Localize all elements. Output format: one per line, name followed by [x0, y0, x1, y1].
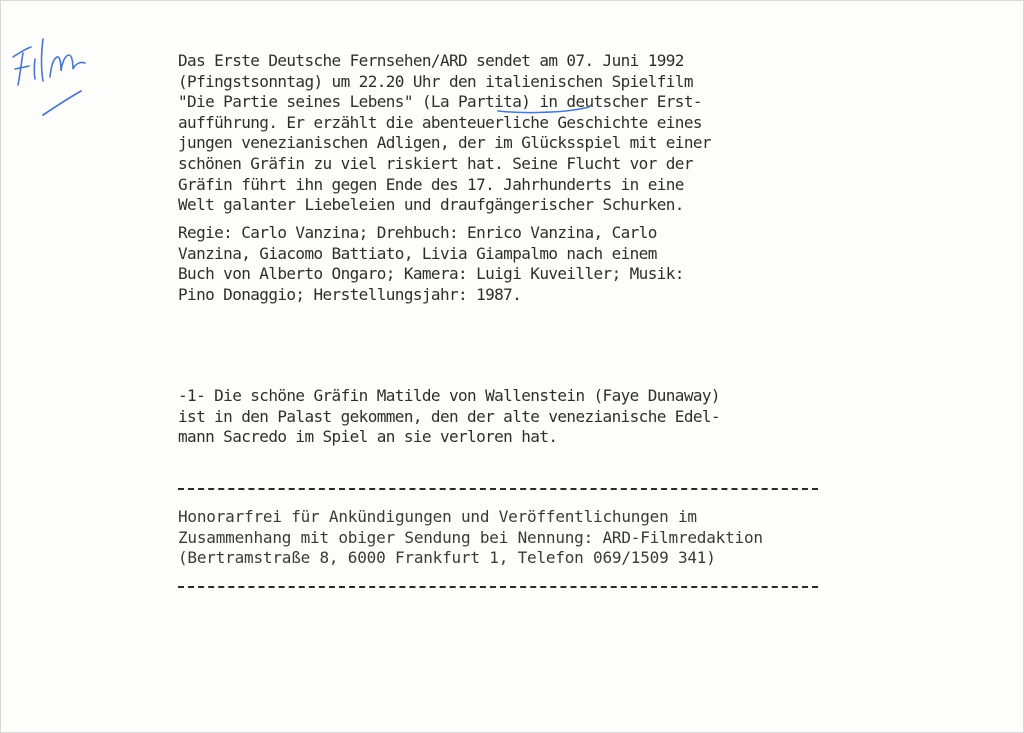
copyright-notice	[178, 507, 818, 569]
announcement-line: "Die Partie seines Lebens" (La Partita) in deutscher Erst-	[178, 92, 702, 112]
handwritten-film-note	[5, 31, 125, 131]
credits-line: Buch von Alberto Ongaro; Kamera: Luigi Kuveiller; Musik:	[178, 264, 684, 284]
dashed-divider-top	[178, 488, 818, 490]
broadcast-announcement	[178, 51, 818, 216]
pen-underline-mark	[496, 103, 591, 115]
film-credits	[178, 223, 818, 305]
announcement-line: schönen Gräfin zu viel riskiert hat. Seine Flucht vor der	[178, 153, 693, 173]
announcement-line: Gräfin führt ihn gegen Ende des 17. Jahrhunderts in eine	[178, 174, 684, 194]
credits-line: Vanzina, Giacomo Battiato, Livia Giampalmo nach einem	[178, 243, 657, 263]
caption-line: ist in den Palast gekommen, den der alte venezianische Edel-	[178, 406, 720, 426]
notice-line: Zusammenhang mit obiger Sendung bei Nennung: ARD-Filmredaktion	[178, 527, 763, 547]
photo-caption	[178, 386, 818, 448]
caption-line: mann Sacredo im Spiel an sie verloren hat.	[178, 427, 558, 447]
notice-line: (Bertramstraße 8, 6000 Frankfurt 1, Telefon 069/1509 341)	[178, 548, 716, 567]
dashed-divider-bottom	[178, 586, 818, 588]
announcement-line: aufführung. Er erzählt die abenteuerliche Geschichte eines	[178, 112, 702, 132]
announcement-line: (Pfingstsonntag) um 22.20 Uhr den italienischen Spielfilm	[178, 71, 693, 91]
announcement-line: jungen venezianischen Adligen, der im Glücksspiel mit einer	[178, 133, 711, 153]
credits-line: Regie: Carlo Vanzina; Drehbuch: Enrico Vanzina, Carlo	[178, 223, 657, 242]
credits-line: Pino Donaggio; Herstellungsjahr: 1987.	[178, 284, 522, 304]
announcement-line: Welt galanter Liebeleien und draufgängerischer Schurken.	[178, 195, 684, 215]
announcement-line: Das Erste Deutsche Fernsehen/ARD sendet am 07. Juni 1992	[178, 51, 684, 70]
caption-line: -1- Die schöne Gräfin Matilde von Wallenstein (Faye Dunaway)	[178, 386, 720, 405]
notice-line: Honorarfrei für Ankündigungen und Veröffentlichungen im	[178, 507, 697, 526]
